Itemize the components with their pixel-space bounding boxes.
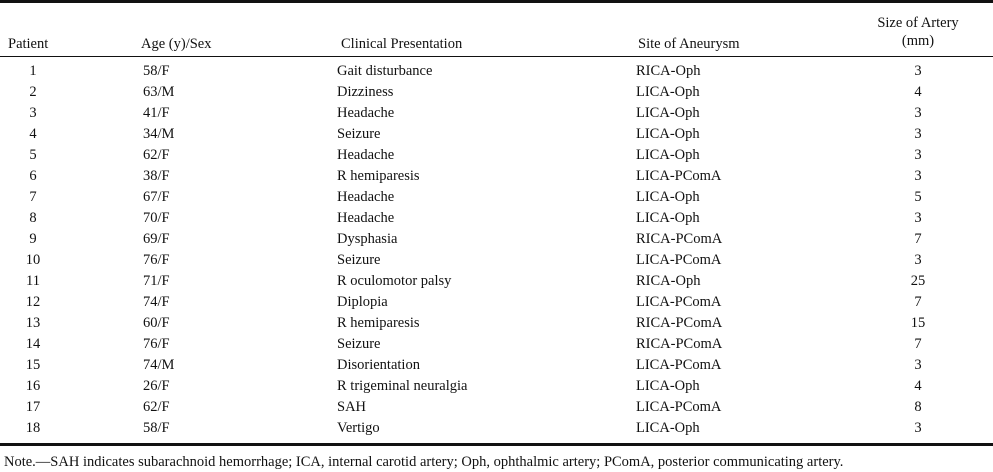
cell-site-of-aneurysm: LICA-Oph	[636, 420, 700, 436]
table-row	[0, 313, 993, 334]
cell-age-sex: 70/F	[143, 210, 170, 226]
header-size-line2: (mm)	[901, 33, 935, 49]
cell-age-sex: 58/F	[143, 420, 170, 436]
cell-age-sex: 69/F	[143, 231, 170, 247]
cell-size-of-artery: 3	[914, 210, 922, 226]
table-row	[0, 61, 993, 82]
table-row	[0, 145, 993, 166]
cell-size-of-artery: 4	[914, 84, 922, 100]
cell-clinical-presentation: Seizure	[337, 336, 381, 352]
cell-age-sex: 63/M	[143, 84, 175, 100]
header-size-of-artery	[838, 14, 993, 50]
table-row	[0, 208, 993, 229]
cell-site-of-aneurysm: LICA-PComA	[636, 168, 722, 184]
header-size-line1: Size of Artery	[877, 15, 959, 31]
cell-age-sex: 34/M	[143, 126, 175, 142]
cell-clinical-presentation: R hemiparesis	[337, 315, 420, 331]
table-row	[0, 334, 993, 355]
cell-clinical-presentation: Gait disturbance	[337, 63, 433, 79]
table-body	[0, 61, 993, 439]
cell-site-of-aneurysm: RICA-Oph	[636, 63, 701, 79]
cell-site-of-aneurysm: LICA-PComA	[636, 357, 722, 373]
cell-site-of-aneurysm: RICA-Oph	[636, 273, 701, 289]
cell-patient: 3	[29, 105, 37, 121]
cell-size-of-artery: 3	[914, 252, 922, 268]
cell-clinical-presentation: Headache	[337, 147, 395, 163]
cell-size-of-artery: 3	[914, 357, 922, 373]
cell-clinical-presentation: Headache	[337, 210, 395, 226]
cell-patient: 14	[25, 336, 41, 352]
cell-patient: 17	[25, 399, 41, 415]
table-row	[0, 124, 993, 145]
cell-clinical-presentation: Disorientation	[337, 357, 420, 373]
cell-patient: 9	[29, 231, 37, 247]
table-row	[0, 187, 993, 208]
cell-clinical-presentation: Vertigo	[337, 420, 380, 436]
cell-size-of-artery: 8	[914, 399, 922, 415]
table-row	[0, 229, 993, 250]
cell-age-sex: 74/M	[143, 357, 175, 373]
cell-patient: 2	[29, 84, 37, 100]
cell-size-of-artery: 7	[914, 336, 922, 352]
table-row	[0, 418, 993, 439]
cell-patient: 5	[29, 147, 37, 163]
cell-clinical-presentation: Diplopia	[337, 294, 388, 310]
cell-site-of-aneurysm: LICA-PComA	[636, 252, 722, 268]
cell-site-of-aneurysm: RICA-PComA	[636, 231, 723, 247]
cell-clinical-presentation: Seizure	[337, 252, 381, 268]
cell-size-of-artery: 25	[910, 273, 926, 289]
cell-site-of-aneurysm: LICA-Oph	[636, 189, 700, 205]
table-row	[0, 82, 993, 103]
cell-patient: 13	[25, 315, 41, 331]
cell-patient: 10	[25, 252, 41, 268]
cell-patient: 1	[29, 63, 37, 79]
cell-clinical-presentation: R trigeminal neuralgia	[337, 378, 468, 394]
cell-patient: 15	[25, 357, 41, 373]
table-row	[0, 355, 993, 376]
cell-site-of-aneurysm: LICA-PComA	[636, 294, 722, 310]
cell-size-of-artery: 3	[914, 420, 922, 436]
header-patient: Patient	[8, 36, 49, 52]
cell-patient: 12	[25, 294, 41, 310]
table-row	[0, 166, 993, 187]
cell-age-sex: 62/F	[143, 399, 170, 415]
header-site-of-aneurysm: Site of Aneurysm	[638, 36, 740, 52]
cell-clinical-presentation: R oculomotor palsy	[337, 273, 452, 289]
cell-patient: 8	[29, 210, 37, 226]
cell-clinical-presentation: SAH	[337, 399, 367, 415]
table-header-rule	[0, 56, 993, 57]
table-top-rule	[0, 0, 993, 3]
cell-age-sex: 60/F	[143, 315, 170, 331]
cell-size-of-artery: 5	[914, 189, 922, 205]
cell-age-sex: 71/F	[143, 273, 170, 289]
cell-age-sex: 76/F	[143, 336, 170, 352]
table-row	[0, 271, 993, 292]
cell-size-of-artery: 15	[910, 315, 926, 331]
cell-site-of-aneurysm: LICA-Oph	[636, 147, 700, 163]
cell-clinical-presentation: R hemiparesis	[337, 168, 420, 184]
cell-size-of-artery: 7	[914, 294, 922, 310]
header-age-sex: Age (y)/Sex	[141, 36, 212, 52]
table-note: Note.—SAH indicates subarachnoid hemorrhage; ICA, internal carotid artery; Oph, ophthalmic artery; PComA, posterior communicating artery.	[4, 454, 844, 470]
cell-age-sex: 76/F	[143, 252, 170, 268]
cell-clinical-presentation: Dysphasia	[337, 231, 398, 247]
cell-site-of-aneurysm: RICA-PComA	[636, 336, 723, 352]
cell-size-of-artery: 3	[914, 168, 922, 184]
cell-size-of-artery: 3	[914, 63, 922, 79]
table-row	[0, 250, 993, 271]
cell-clinical-presentation: Dizziness	[337, 84, 394, 100]
cell-age-sex: 26/F	[143, 378, 170, 394]
cell-size-of-artery: 3	[914, 105, 922, 121]
cell-patient: 7	[29, 189, 37, 205]
cell-age-sex: 41/F	[143, 105, 170, 121]
cell-age-sex: 74/F	[143, 294, 170, 310]
cell-site-of-aneurysm: LICA-Oph	[636, 378, 700, 394]
cell-site-of-aneurysm: LICA-Oph	[636, 84, 700, 100]
cell-age-sex: 62/F	[143, 147, 170, 163]
cell-clinical-presentation: Seizure	[337, 126, 381, 142]
cell-site-of-aneurysm: RICA-PComA	[636, 315, 723, 331]
cell-size-of-artery: 3	[914, 147, 922, 163]
table-row	[0, 292, 993, 313]
cell-clinical-presentation: Headache	[337, 105, 395, 121]
cell-patient: 16	[25, 378, 41, 394]
cell-size-of-artery: 7	[914, 231, 922, 247]
cell-site-of-aneurysm: LICA-Oph	[636, 105, 700, 121]
cell-size-of-artery: 4	[914, 378, 922, 394]
cell-patient: 11	[26, 273, 40, 289]
cell-patient: 18	[25, 420, 41, 436]
cell-site-of-aneurysm: LICA-Oph	[636, 126, 700, 142]
cell-age-sex: 58/F	[143, 63, 170, 79]
table-row	[0, 397, 993, 418]
cell-clinical-presentation: Headache	[337, 189, 395, 205]
cell-patient: 6	[29, 168, 37, 184]
table-row	[0, 376, 993, 397]
cell-site-of-aneurysm: LICA-PComA	[636, 399, 722, 415]
header-clinical-presentation: Clinical Presentation	[341, 36, 463, 52]
table-bottom-rule	[0, 443, 993, 446]
cell-age-sex: 67/F	[143, 189, 170, 205]
cell-site-of-aneurysm: LICA-Oph	[636, 210, 700, 226]
cell-patient: 4	[29, 126, 37, 142]
table-row	[0, 103, 993, 124]
cell-size-of-artery: 3	[914, 126, 922, 142]
cell-age-sex: 38/F	[143, 168, 170, 184]
